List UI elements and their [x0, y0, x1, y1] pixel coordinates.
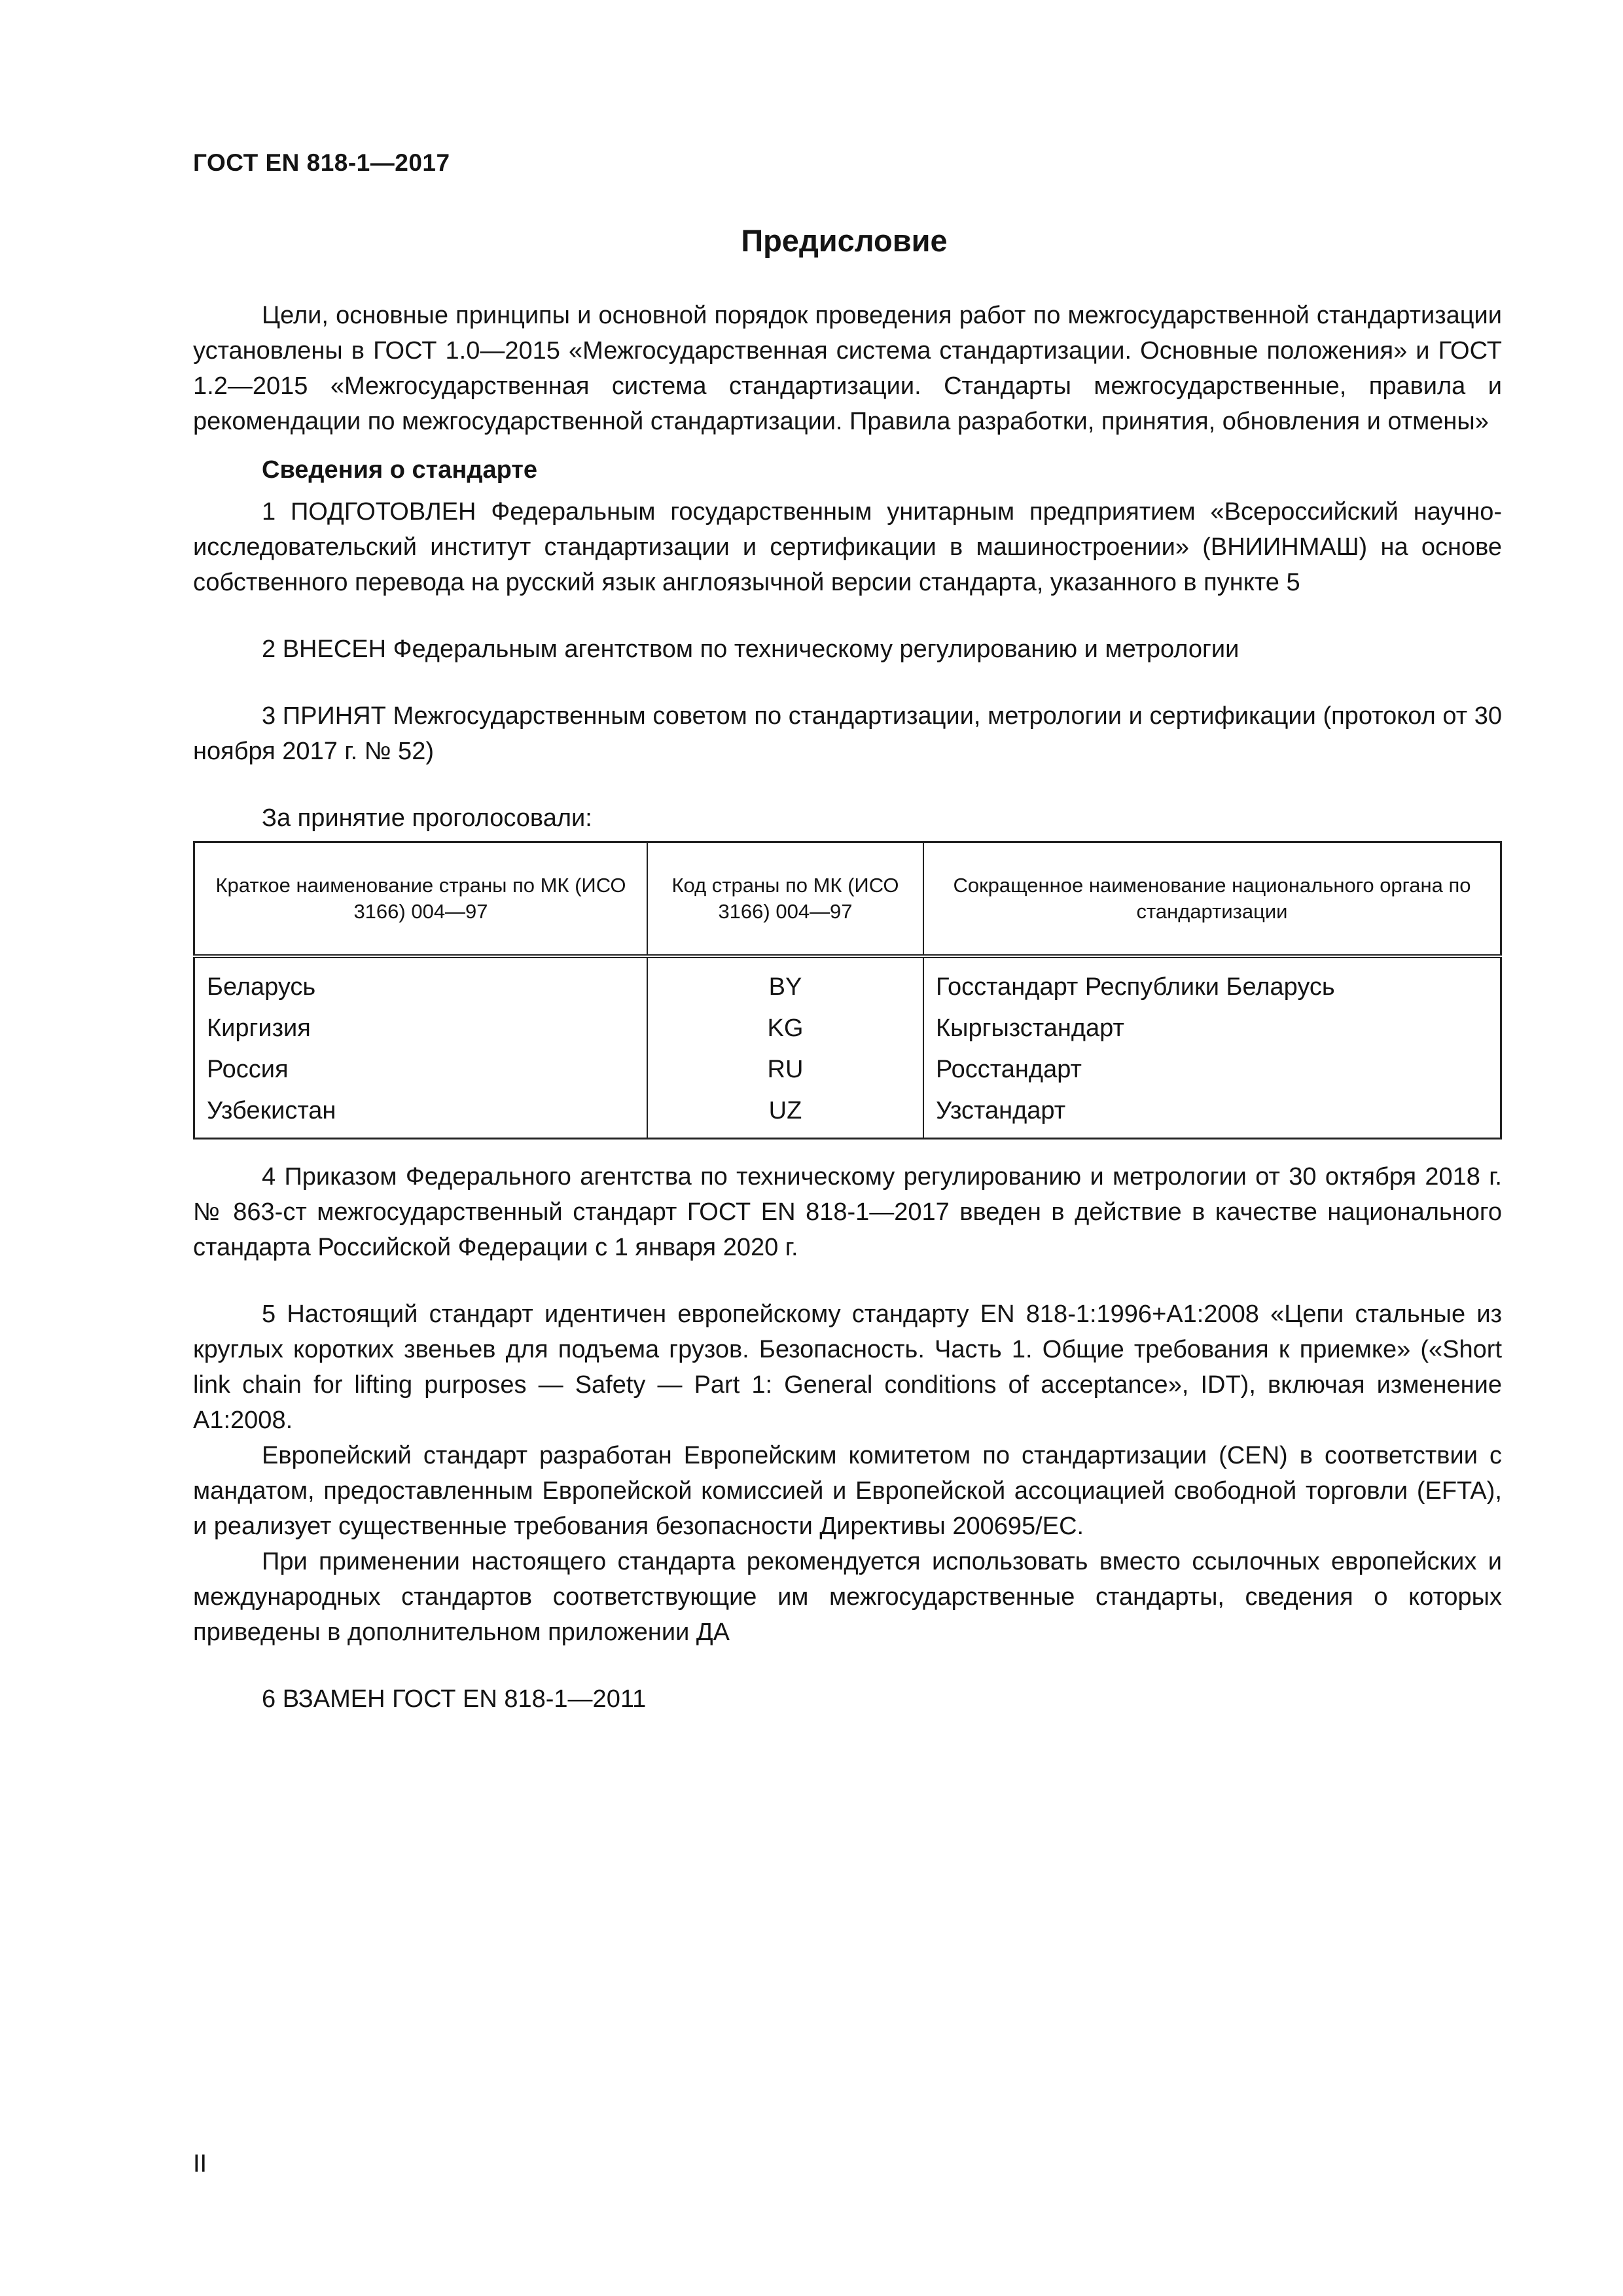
national-body-cell: Росстандарт	[923, 1049, 1501, 1090]
intro-paragraph: Цели, основные принципы и основной порядок проведения работ по межгосударственной стандартизации установлены в ГОСТ 1.0—2015 «Межгосударственная система стандартизации. Основные положения» и ГОСТ 1.2—2015 «Межгосударственная система стандартизации. Стандарты межгосударственные, правила и рекомендации по межгосударственной стандартизации. Правила разработки, принятия, обновления и отмены»	[193, 302, 1502, 435]
item-4-paragraph: 4 Приказом Федерального агентства по техническому регулированию и метрологии от 30 октября 2018 г. № 863-ст межгосударственный стандарт ГОСТ EN 818-1—2017 введен в действие в качестве национального стандарта Российской Федерации с 1 января 2020 г.	[193, 1163, 1502, 1261]
country-code-cell: RU	[647, 1049, 923, 1090]
item-2-paragraph: 2 ВНЕСЕН Федеральным агентством по техническому регулированию и метрологии	[262, 636, 1240, 663]
header-country-code: Код страны по МК (ИСО 3166) 004—97	[647, 842, 923, 957]
item-3-paragraph: 3 ПРИНЯТ Межгосударственным советом по стандартизации, метрологии и сертификации (протокол от 30 ноября 2017 г. № 52)	[193, 702, 1502, 765]
section-title: Сведения о стандарте	[262, 456, 538, 484]
item-5-paragraph: 5 Настоящий стандарт идентичен европейскому стандарту EN 818-1:1996+A1:2008 «Цепи стальные из круглых коротких звеньев для подъема грузов. Безопасность. Часть 1. Общие требования к приемке» («Short link chain for lifting purposes — Safety — Part 1: General conditions of acceptance», IDT), включая изменение A1:2008.	[193, 1300, 1502, 1434]
document-code-header: ГОСТ EN 818-1—2017	[193, 149, 450, 176]
national-body-cell: Кыргызстандарт	[923, 1007, 1501, 1049]
item-5-paragraph-2: Европейский стандарт разработан Европейским комитетом по стандартизации (CEN) в соответствии с мандатом, предоставленным Европейской комиссией и Европейской ассоциацией свободной торговли (EFTA), и реализует существенные требования безопасности Директивы 200695/EC.	[193, 1442, 1502, 1540]
document-body	[193, 298, 1502, 1717]
header-national-body: Сокращенное наименование национального органа по стандартизации	[923, 842, 1501, 957]
table-row	[194, 1049, 1501, 1090]
country-name-cell: Киргизия	[194, 1007, 648, 1049]
item-6-paragraph: 6 ВЗАМЕН ГОСТ EN 818-1—2011	[262, 1685, 647, 1713]
table-row	[194, 1090, 1501, 1139]
item-5-paragraph-3: При применении настоящего стандарта рекомендуется использовать вместо ссылочных европейских и международных стандартов соответствующие им межгосударственные стандарты, сведения о которых приведены в дополнительном приложении ДА	[193, 1548, 1502, 1646]
country-code-cell: KG	[647, 1007, 923, 1049]
national-body-cell: Госстандарт Республики Беларусь	[923, 956, 1501, 1007]
country-code-cell: UZ	[647, 1090, 923, 1139]
page-title: Предисловие	[741, 223, 948, 258]
page-number: II	[193, 2150, 207, 2178]
table-row	[194, 956, 1501, 1007]
country-name-cell: Беларусь	[194, 956, 648, 1007]
item-1-paragraph: 1 ПОДГОТОВЛЕН Федеральным государственным унитарным предприятием «Всероссийский научно-исследовательский институт стандартизации и сертификации в машиностроении» (ВНИИНМАШ) на основе собственного перевода на русский язык англоязычной версии стандарта, указанного в пункте 5	[193, 498, 1502, 596]
votes-table	[193, 841, 1502, 1139]
table-header-row	[194, 842, 1501, 957]
country-code-cell: BY	[647, 956, 923, 1007]
vote-caption: За принятие проголосовали:	[262, 804, 592, 832]
country-name-cell: Узбекистан	[194, 1090, 648, 1139]
table-row	[194, 1007, 1501, 1049]
country-name-cell: Россия	[194, 1049, 648, 1090]
national-body-cell: Узстандарт	[923, 1090, 1501, 1139]
header-country-name: Краткое наименование страны по МК (ИСО 3166) 004—97	[194, 842, 648, 957]
